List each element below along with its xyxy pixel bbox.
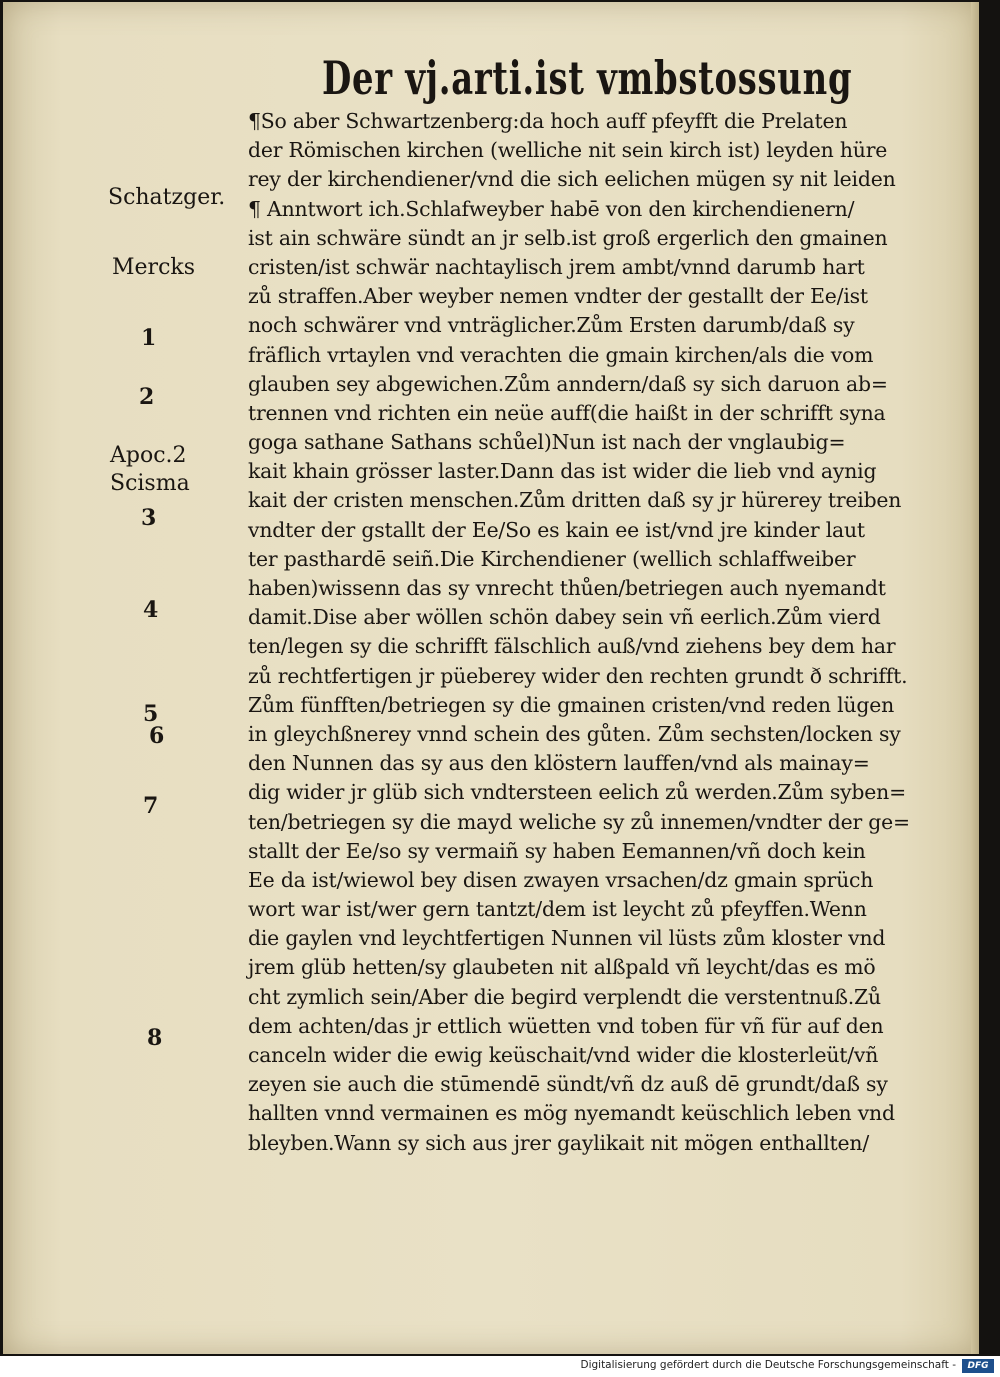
- text-line: ¶ Anntwort ich.Schlafweyber habē von den kirchendienern/: [248, 196, 855, 221]
- text-line: der Römischen kirchen (welliche nit sein kirch ist) leyden hüre: [248, 138, 888, 163]
- text-line: ist ain schwäre sündt an jr selb.ist groß ergerlich den gmainen: [248, 225, 888, 250]
- text-line: goga sathane Sathans schůel)Nun ist nach der vnglaubig=: [248, 430, 846, 455]
- text-line: kait der cristen menschen.Zům dritten daß sy jr hürerey treiben: [248, 488, 902, 513]
- text-line: glauben sey abgewichen.Zům anndern/daß sy sich daruon ab=: [248, 371, 888, 396]
- text-line: fräflich vrtaylen vnd verachten die gmain kirchen/als die vom: [248, 342, 874, 367]
- margin-note-number-7: 7: [143, 793, 159, 819]
- text-line: ten/legen sy die schrifft fälschlich auß/vnd ziehens bey dem har: [248, 634, 896, 659]
- text-line: zeyen sie auch die stūmendē sündt/vñ dz auß dē grundt/daß sy: [248, 1072, 888, 1097]
- page-header: Der vj.arti.ist vmbstossung: [322, 51, 853, 105]
- margin-note-number-2: 2: [139, 384, 155, 410]
- footer-credit: Digitalisierung gefördert durch die Deutsche Forschungsgemeinschaft -: [580, 1359, 956, 1371]
- margin-note-number-1: 1: [141, 325, 157, 351]
- text-line: cht zymlich sein/Aber die begird verplendt die verstentnuß.Zů: [248, 984, 881, 1009]
- text-line: hallten vnnd vermainen es mög nyemandt keüschlich leben vnd: [248, 1101, 895, 1126]
- text-line: in gleychßnerey vnnd schein des gůten. Zům sechsten/locken sy: [248, 721, 901, 746]
- margin-note-schatzger: Schatzger.: [108, 185, 226, 210]
- text-line: noch schwärer vnd vnträglicher.Zům Ersten darumb/daß sy: [248, 313, 855, 338]
- text-line: haben)wissenn das sy vnrecht thůen/betriegen auch nyemandt: [248, 576, 886, 600]
- margin-note-number-8: 8: [147, 1025, 163, 1051]
- text-line: trennen vnd richten ein neüe auff(die haißt in der schrifft syna: [248, 400, 886, 425]
- margin-note-mercks: Mercks: [112, 255, 196, 280]
- dfg-logo: DFG: [962, 1359, 994, 1373]
- margin-note-number-3: 3: [141, 505, 157, 531]
- text-line: jrem glüb hetten/sy glaubeten nit alßpald vñ leycht/das es mö: [248, 955, 876, 980]
- margin-note-apoc: Apoc.2: [110, 443, 187, 468]
- text-line: dig wider jr glüb sich vndtersteen eelich zů werden.Zům syben=: [248, 780, 906, 805]
- margin-note-number-6: 6: [149, 723, 165, 749]
- text-line: Zům fünfften/betriegen sy die gmainen cristen/vnd reden lügen: [248, 692, 894, 717]
- margin-note-number-5: 5: [143, 701, 159, 727]
- text-line: Ee da ist/wiewol bey disen zwayen vrsachen/dz gmain sprüch: [248, 867, 874, 892]
- text-line: vndter der gstallt der Ee/So es kain ee ist/vnd jre kinder laut: [248, 517, 865, 542]
- text-line: bleyben.Wann sy sich aus jrer gaylikait nit mögen enthallten/: [248, 1130, 870, 1155]
- text-line: zů rechtfertigen jr püeberey wider den rechten grundt ð schrifft.: [248, 663, 908, 688]
- text-line: stallt der Ee/so sy vermaiñ sy haben Eemannen/vñ doch kein: [248, 838, 866, 863]
- text-line: canceln wider die ewig keüschait/vnd wider die klosterleüt/vñ: [248, 1043, 879, 1067]
- page-edge: [971, 2, 979, 1354]
- text-line: dem achten/das jr ettlich wüetten vnd toben für vñ für auf den: [248, 1013, 884, 1038]
- margin-note-number-4: 4: [143, 597, 159, 623]
- text-line: ¶So aber Schwartzenberg:da hoch auff pfeyfft die Prelaten: [248, 109, 848, 133]
- text-line: cristen/ist schwär nachtaylisch jrem ambt/vnnd darumb hart: [248, 254, 865, 279]
- text-line: zů straffen.Aber weyber nemen vndter der gestallt der Ee/ist: [248, 284, 868, 309]
- margin-note-scisma: Scisma: [110, 471, 190, 496]
- text-line: ter pasthardē seiñ.Die Kirchendiener (wellich schlaffweiber: [248, 546, 856, 571]
- text-line: damit.Dise aber wöllen schön dabey sein vñ eerlich.Zům vierd: [248, 605, 881, 630]
- body-text: [248, 107, 954, 1158]
- text-line: ten/betriegen sy die mayd weliche sy zů innemen/vndter der ge=: [248, 809, 910, 834]
- text-line: kait khain grösser laster.Dann das ist wider die lieb vnd aynig: [248, 459, 877, 484]
- footer-bar: [0, 1356, 1000, 1377]
- text-line: wort war ist/wer gern tantzt/dem ist leycht zů pfeyffen.Wenn: [248, 897, 867, 922]
- text-line: die gaylen vnd leychtfertigen Nunnen vil lüsts zům kloster vnd: [248, 926, 886, 951]
- text-line: rey der kirchendiener/vnd die sich eelichen mügen sy nit leiden: [248, 167, 896, 192]
- text-line: den Nunnen das sy aus den klöstern lauffen/vnd als mainay=: [248, 751, 870, 776]
